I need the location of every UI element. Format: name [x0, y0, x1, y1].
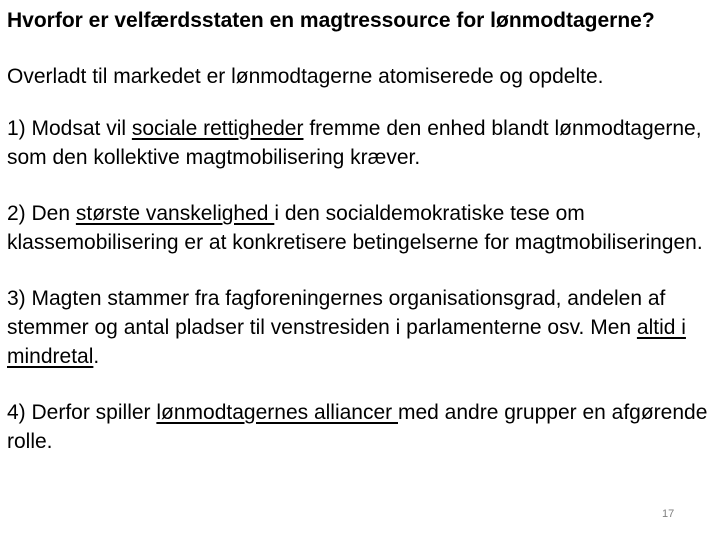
- point-1-text-before: 1) Modsat vil: [7, 117, 132, 140]
- point-4-text-after: med andre grupper en afgørende rolle.: [7, 401, 708, 453]
- point-4-paragraph: [7, 398, 713, 456]
- intro-paragraph: Overladt til markedet er lønmodtagerne atomiserede og opdelte.: [7, 65, 604, 88]
- point-4-underlined-text: lønmodtagernes alliancer: [156, 401, 398, 424]
- point-1-underlined-text: sociale rettigheder: [131, 117, 304, 140]
- point-2-text-after: i den socialdemokratiske tese om klassemobilisering er at konkretisere betingelserne for magtmobiliseringen.: [7, 202, 703, 254]
- point-1-text-after: fremme den enhed blandt lønmodtagerne, som den kollektive magtmobilisering kræver.: [7, 117, 702, 169]
- slide-content: [7, 6, 713, 456]
- point-2-text-before: 2) Den: [7, 202, 76, 225]
- point-3-paragraph: [7, 284, 713, 371]
- page-number: 17: [662, 508, 675, 520]
- point-3-text-before: 3) Magten stammer fra fagforeningernes organisationsgrad, andelen af stemmer og antal pladser til venstresiden i parlamenterne osv. Men: [7, 287, 666, 339]
- point-2-underlined-text: største vanskelighed: [75, 202, 275, 225]
- point-1-paragraph: [7, 114, 713, 172]
- slide-title: Hvorfor er velfærdsstaten en magtressource for lønmodtagerne?: [7, 9, 655, 32]
- point-3-underlined-text: altid i mindretal: [7, 316, 686, 368]
- point-2-paragraph: [7, 199, 713, 257]
- point-4-text-before: 4) Derfor spiller: [7, 401, 157, 424]
- point-3-text-after: .: [93, 345, 100, 368]
